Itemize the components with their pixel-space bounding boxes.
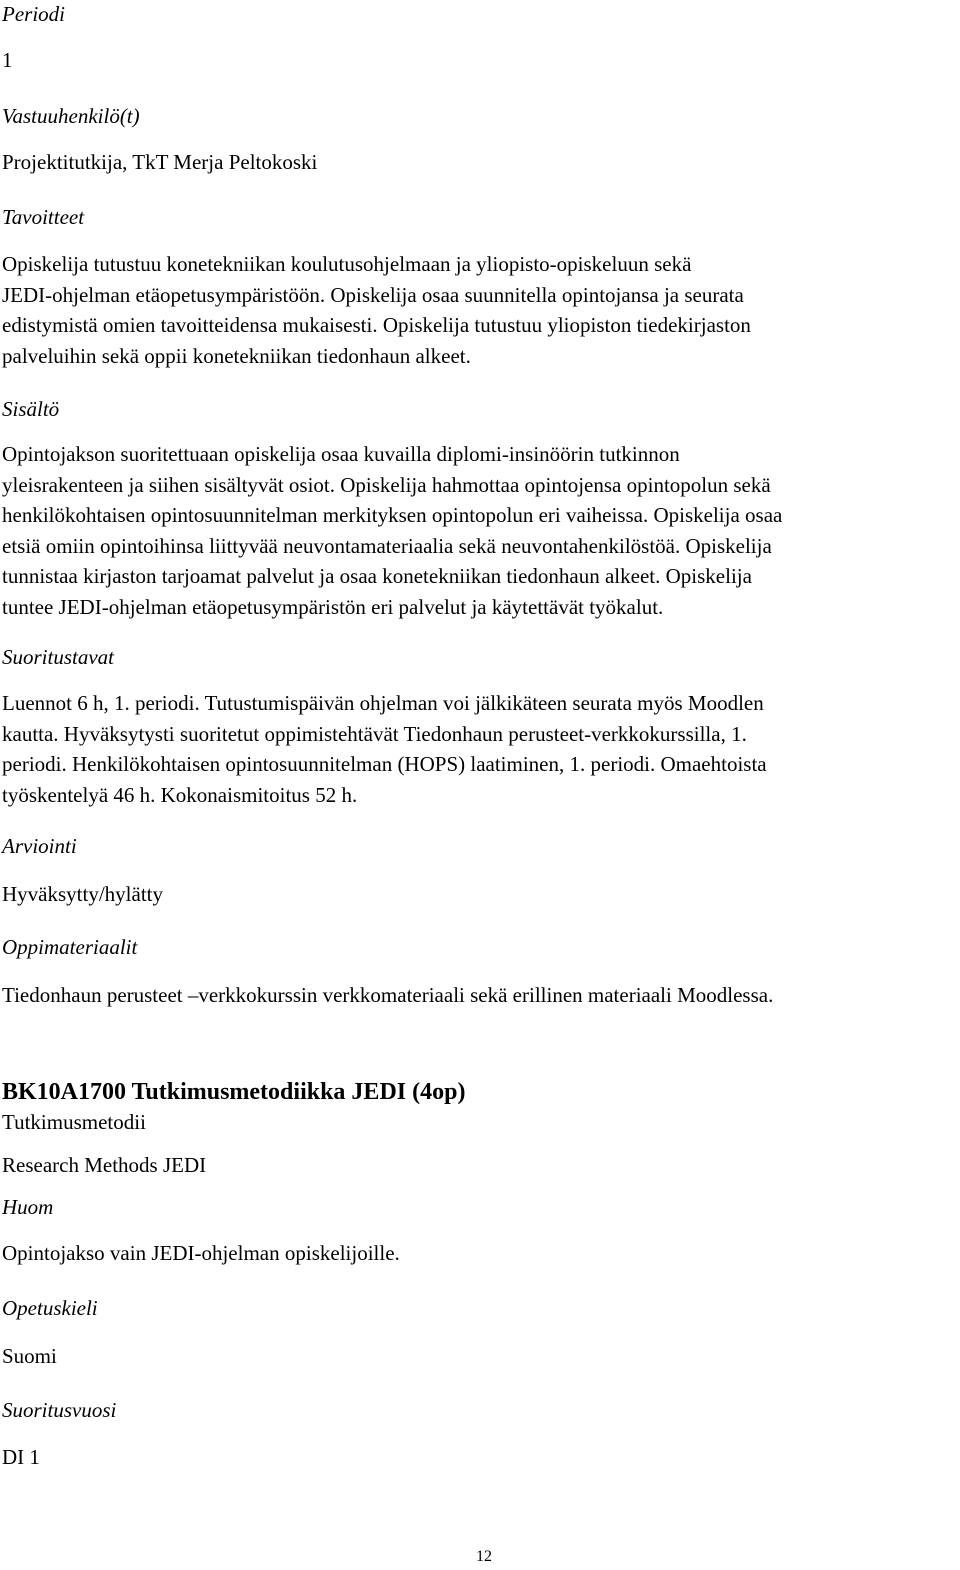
opetuskieli-value: Suomi <box>2 1344 57 1368</box>
oppimateriaalit-value: Tiedonhaun perusteet –verkkokurssin verkkomateriaali sekä erillinen materiaali Moodlessa. <box>2 983 774 1007</box>
course-title: BK10A1700 Tutkimusmetodiikka JEDI (4op) <box>2 1079 466 1105</box>
course-name-en: Research Methods JEDI <box>2 1153 207 1177</box>
sisalto-line: etsiä omiin opintoihinsa liittyvää neuvontamateriaalia sekä neuvontahenkilöstöä. Opiskelija <box>2 533 772 558</box>
arviointi-heading: Arviointi <box>2 834 77 858</box>
suoritusvuosi-value: DI 1 <box>2 1445 40 1469</box>
sisalto-line: tunnistaa kirjaston tarjoamat palvelut ja osaa konetekniikan tiedonhaun alkeet. Opiskelija <box>2 564 752 588</box>
sisalto-line: tuntee JEDI-ohjelman etäopetusympäristön eri palvelut ja käytettävät työkalut. <box>2 594 664 619</box>
suoritustavat-line: kautta. Hyväksytysti suoritetut oppimistehtävät Tiedonhaun perusteet-verkkokurssilla, 1. <box>2 721 747 746</box>
tavoitteet-line: edistymistä omien tavoitteidensa mukaisesti. Opiskelija tutustuu yliopiston tiedekirjaston <box>2 313 751 337</box>
suoritustavat-line: työskentelyä 46 h. Kokonaismitoitus 52 h. <box>2 782 358 807</box>
opetuskieli-heading: Opetuskieli <box>2 1296 98 1320</box>
huom-heading: Huom <box>2 1195 54 1219</box>
page-number: 12 <box>476 1548 492 1565</box>
suoritustavat-paragraph <box>2 688 767 810</box>
tavoitteet-line: Opiskelija tutustuu konetekniikan koulutusohjelmaan ja yliopisto-opiskeluun sekä <box>2 252 692 276</box>
suoritusvuosi-heading: Suoritusvuosi <box>2 1398 117 1422</box>
arviointi-value: Hyväksytty/hylätty <box>2 882 163 906</box>
tavoitteet-heading: Tavoitteet <box>2 205 85 229</box>
sisalto-paragraph <box>2 439 782 622</box>
course-name-fi: Tutkimusmetodii <box>2 1110 146 1134</box>
vastuuhenkilo-heading: Vastuuhenkilö(t) <box>2 104 140 128</box>
sisalto-heading: Sisältö <box>2 397 60 421</box>
tavoitteet-paragraph <box>2 249 751 371</box>
periodi-value: 1 <box>2 48 13 72</box>
sisalto-line: Opintojakson suoritettuaan opiskelija osaa kuvailla diplomi-insinöörin tutkinnon <box>2 442 680 466</box>
tavoitteet-line: JEDI-ohjelman etäopetusympäristöön. Opiskelija osaa suunnitella opintojansa ja seurata <box>2 282 744 307</box>
sisalto-line: henkilökohtaisen opintosuunnitelman merkityksen opintopolun eri vaiheissa. Opiskelija osaa <box>2 503 783 527</box>
sisalto-line: yleisrakenteen ja siihen sisältyvät osiot. Opiskelija hahmottaa opintojensa opintopolun sekä <box>2 472 771 497</box>
tavoitteet-line: palveluihin sekä oppii konetekniikan tiedonhaun alkeet. <box>2 343 471 368</box>
oppimateriaalit-heading: Oppimateriaalit <box>2 935 138 959</box>
suoritustavat-heading: Suoritustavat <box>2 645 115 669</box>
vastuuhenkilo-value: Projektitutkija, TkT Merja Peltokoski <box>2 150 318 174</box>
huom-value: Opintojakso vain JEDI-ohjelman opiskelijoille. <box>2 1241 400 1265</box>
suoritustavat-line: Luennot 6 h, 1. periodi. Tutustumispäivän ohjelman voi jälkikäteen seurata myös Moodlen <box>2 691 764 715</box>
suoritustavat-line: periodi. Henkilökohtaisen opintosuunnitelman (HOPS) laatiminen, 1. periodi. Omaehtoista <box>2 752 767 776</box>
periodi-heading: Periodi <box>2 2 65 26</box>
